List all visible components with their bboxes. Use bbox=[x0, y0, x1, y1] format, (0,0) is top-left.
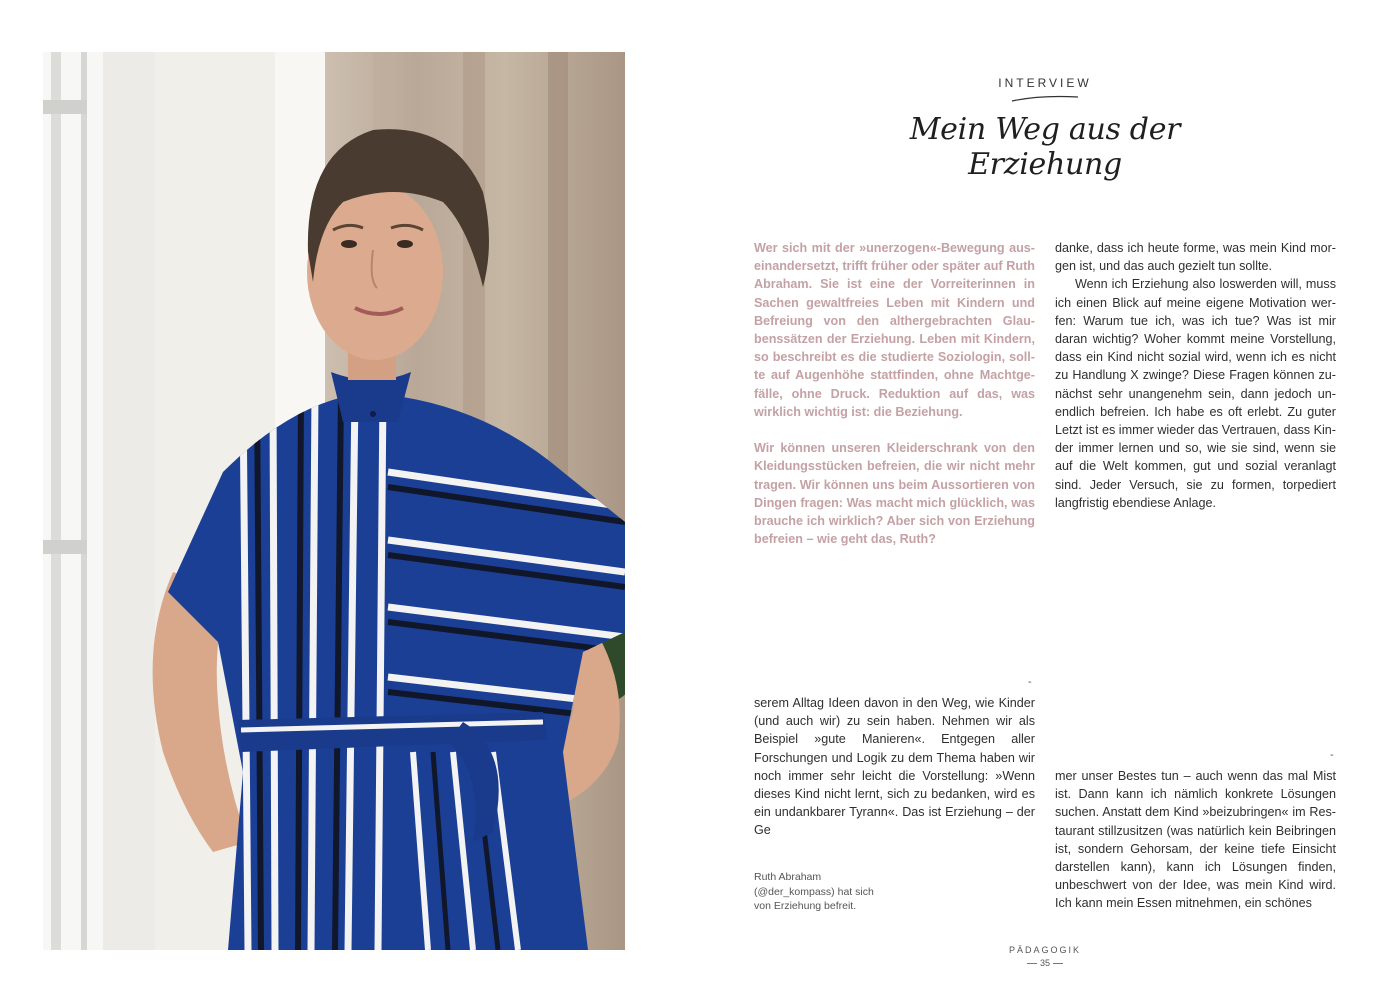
body-column-right-bottom bbox=[1055, 767, 1336, 913]
body-column-right-top bbox=[1055, 239, 1336, 512]
caption-line: (@der_kompass) hat sich bbox=[754, 885, 874, 898]
caption-line: Ruth Abraham bbox=[754, 871, 822, 883]
page-number bbox=[1015, 958, 1075, 968]
portrait-photo bbox=[43, 52, 625, 950]
intro-lead bbox=[754, 239, 1035, 548]
stray-hyphen: - bbox=[1028, 676, 1032, 688]
page-number-rule bbox=[1027, 963, 1037, 964]
footer-section-label: PÄDAGOGIK bbox=[1008, 945, 1081, 955]
body-paragraph: mer unser Bestes tun – auch wenn das mal Mist ist. Dann kann ich nämlich konkrete Lösungen suchen. Anstatt dem Kind »beizubringen« im Restaurant stillzusitzen (was natürlich kein Beibringen ist, sondern Gehorsam, der keine tiefe Einsicht darstellen kann), kann ich Lösungen finden, unbeschwert von der Idee, was mein Kind wird. Ich kann mein Essen mitnehmen, ein schönes bbox=[1055, 769, 1336, 911]
body-column-left-bottom bbox=[754, 694, 1035, 840]
photo-caption bbox=[754, 870, 914, 914]
section-kicker: INTERVIEW bbox=[998, 76, 1092, 90]
page-number-value: 35 bbox=[1039, 958, 1050, 968]
swash-ornament bbox=[1010, 94, 1080, 104]
article-title: Mein Weg aus der Erziehung bbox=[909, 112, 1181, 182]
body-paragraph: Wenn ich Erziehung also loswerden will, muss ich einen Blick auf meine eigene Motivation werfen: Warum tue ich, was ich tue? Was ist mir daran wichtig? Woher kommt meine Vorstellung, dass ein Kind nicht sozial wird, wenn ich es nicht zu Handlung X zwinge? Diese Fragen können zunächst sehr unangenehm sein, dann jedoch unendlich befreien. Ich habe es oft erlebt. Zu guter Letzt ist es immer wieder das Vertrauen, dass Kinder immer lernen und so, wie sie sind, wenn sie auf die Welt kommen, gut und sozial veranlagt sind. Jeder Versuch, sie zu formen, torpediert langfristig ebendiese Anlage. bbox=[1055, 277, 1336, 510]
page-number-rule bbox=[1053, 963, 1063, 964]
intro-paragraph: Wir können unseren Kleiderschrank von den Kleidungsstücken befreien, die wir nicht mehr tragen. Wir können uns beim Aussortieren von Dingen fragen: Was macht mich glücklich, was brauche ich wirklich? Aber sich von Erziehung befreien – wie geht das, Ruth? bbox=[754, 441, 1035, 547]
body-paragraph: danke, dass ich heute forme, was mein Kind morgen ist, und das auch gezielt tun sollte. bbox=[1055, 241, 1336, 274]
body-paragraph: serem Alltag Ideen davon in den Weg, wie Kinder (und auch wir) zu sein haben. Nehmen wir als Beispiel »gute Manieren«. Entgegen aller Forschungen und Logik zu dem Thema haben wir noch immer sehr leicht die Vorstellung: »Wenn dieses Kind nicht lernt, sich zu bedanken, wird es ein undankbarer Tyrann«. Das ist Erziehung – der Ge bbox=[754, 696, 1035, 838]
intro-paragraph: Wer sich mit der »unerzogen«-Bewegung auseinandersetzt, trifft früher oder später auf Ruth Abraham. Sie ist eine der Vorreiterinnen in Sachen gewaltfreies Leben mit Kindern und Befreiung von den althergebrachten Glaubenssätzen der Erziehung. Leben mit Kindern, so beschreibt es die studierte Soziologin, sollte auf Augenhöhe stattfinden, ohne Machtgefälle, ohne Druck. Reduktion auf das, was wirklich wichtig ist: die Beziehung. bbox=[754, 241, 1035, 419]
stray-hyphen: - bbox=[1330, 749, 1334, 761]
caption-line: von Erziehung befreit. bbox=[754, 900, 857, 912]
